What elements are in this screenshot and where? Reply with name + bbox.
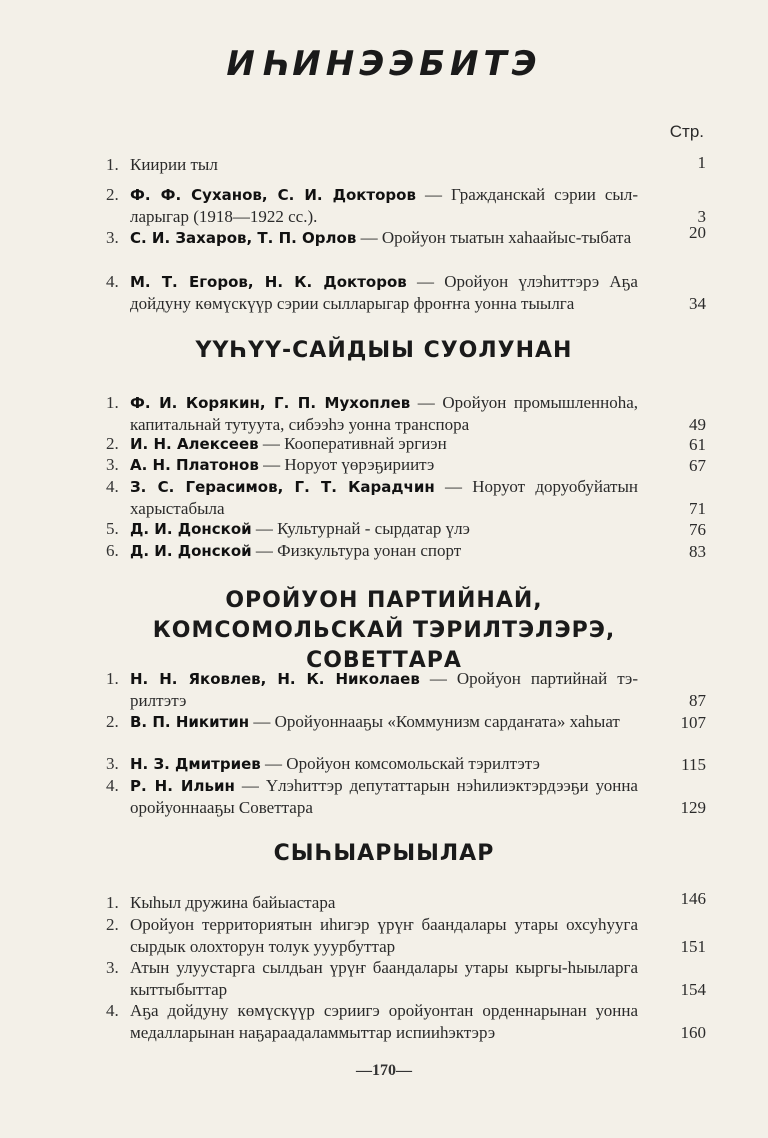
entry-authors: Ф. Ф. Суханов, С. И. Докторов [130,186,416,204]
entry-page: 20 [689,223,706,242]
entry-authors: З. С. Герасимов, Г. Т. Карадчин [130,478,435,496]
entry-number: 3. [106,455,119,474]
entry-text [130,957,638,1000]
entry-title: — Норуот үөрэҕириитэ [258,455,435,474]
entry-authors: Д. И. Донской [130,542,252,560]
entry-authors: А. Н. Платонов [130,456,259,474]
entry-title: — Үлэһиттэр депутаттарын нэһилиэктэрдээҕи уонна оройуоннааҕы Советтара [130,776,638,817]
toc-entry [106,775,706,818]
entry-title: — Физкультура уонан спорт [251,541,462,560]
entry-text [130,433,638,455]
toc-entry [106,518,706,540]
entry-title: — Норуот доруобуйатын харыстабыла [130,477,638,518]
entry-text [130,775,638,818]
entry-page: 146 [680,889,706,908]
toc-entry [106,392,706,435]
entry-title: — Оройуон промышленноһа, капитальнай тутуута, сибээһэ уонна транспора [130,393,638,434]
entry-number: 6. [106,541,119,560]
entry-number: 1. [106,669,119,688]
entry-text [130,271,638,314]
entry-title: Оройуон территориятын иһигэр үрүҥ баандалары утары охсуһууга сырдык олохторун толук ууурбуттар [130,915,638,956]
toc-entry [106,271,706,314]
entry-page: 151 [680,937,706,956]
entry-authors: В. П. Никитин [130,713,250,731]
toc-entry [106,540,706,562]
entry-authors: Р. Н. Ильин [130,777,235,795]
entry-authors: С. И. Захаров, Т. П. Орлов [130,229,357,247]
entry-title: Атын улуустарга сылдьан үрүҥ баандалары утары кыргы-һыыларга кыттыбыттар [130,958,638,999]
entry-authors: Н. З. Дмитриев [130,755,261,773]
toc-entry [106,889,706,914]
entry-number: 2. [106,185,119,204]
entry-page: 76 [689,520,706,539]
entry-text [130,753,638,775]
entry-page: 107 [680,713,706,732]
section-title: СЫҺЫАРЫЫЛАР [273,841,495,866]
entry-title: — Оройуон тыатын хаһаайыс-тыбата [356,228,632,247]
entry-number: 3. [106,228,119,247]
entry-title: — Гражданскай сэрии сыл-ларыгар (1918—1922 сс.). [130,185,638,226]
entry-text [130,668,638,711]
entry-page: 71 [689,499,706,518]
toc-entry [106,711,706,733]
toc-entry [106,1000,706,1043]
entry-authors: М. Т. Егоров, Н. К. Докторов [130,273,407,291]
toc-entry [106,957,706,1000]
toc-entry [106,668,706,711]
entry-number: 4. [106,1001,119,1020]
entry-number: 4. [106,776,119,795]
toc-entry [106,223,706,249]
entry-number: 1. [106,393,119,412]
entry-text [130,892,638,914]
entry-page: 115 [681,755,706,774]
entry-title: — Оройуон комсомольскай тэрилтэтэ [260,754,540,773]
toc-entry [106,914,706,957]
entry-page: 129 [680,798,706,817]
entry-title: Кыһыл дружина байыастара [130,893,336,912]
entry-title: — Оройуон партийнай тэ-рилтэтэ [130,669,638,710]
entry-text [130,454,638,476]
toc-entry [106,476,706,519]
toc-entry [106,433,706,455]
entry-text [130,711,638,733]
entry-authors: Н. Н. Яковлев, Н. К. Николаев [130,670,420,688]
entry-number: 5. [106,519,119,538]
entry-text [130,476,638,519]
entry-text [130,540,638,562]
entry-page: 67 [689,456,706,475]
entry-page: 160 [680,1023,706,1042]
entry-number: 2. [106,434,119,453]
entry-number: 3. [106,754,119,773]
entry-title: Киирии тыл [130,155,218,174]
entry-title: — Оройуон үлэһиттэрэ Аҕа дойдуну көмүскүүр сэрии сылларыгар фроҥҥа уонна тыылга [130,272,638,313]
page-title: ИҺИНЭЭБИТЭ [226,44,542,84]
entry-title: Аҕа дойдуну көмүскүүр сэриигэ оройуонтан орденнарынан уонна медалларынан наҕараадаламмыттар испииһэктэрэ [130,1001,638,1042]
section-title: ҮҮҺҮҮ-САЙДЫЫ СУОЛУНАН [195,338,573,363]
entry-number: 1. [106,893,119,912]
entry-text [130,184,638,227]
toc-entry [106,154,706,176]
entry-number: 2. [106,712,119,731]
toc-entry [106,184,706,227]
entry-page: 61 [689,435,706,454]
entry-text [130,914,638,957]
entry-page: 83 [689,542,706,561]
entry-number: 4. [106,272,119,291]
entry-number: 3. [106,958,119,977]
entry-text [130,1000,638,1043]
entry-title: — Оройуоннааҕы «Коммунизм сардаҥата» хаһыат [249,712,620,731]
toc-entry [106,753,706,775]
entry-page: 154 [680,980,706,999]
entry-number: 1. [106,155,119,174]
page-number-footer: —170— [356,1062,412,1079]
entry-authors: Д. И. Донской [130,520,252,538]
entry-number: 4. [106,477,119,496]
toc-entry [106,454,706,476]
entry-number: 2. [106,915,119,934]
entry-text [130,227,638,249]
entry-text [130,392,638,435]
entry-page: 49 [689,415,706,434]
entry-authors: И. Н. Алексеев [130,435,259,453]
entry-text [130,154,638,176]
entry-text [130,518,638,540]
entry-page: 34 [689,294,706,313]
entry-page: 3 [697,207,706,226]
entry-page: 87 [689,691,706,710]
section-title: ОРОЙУОН ПАРТИЙНАЙ, КОМСОМОЛЬСКАЙ ТЭРИЛТЭЛЭРЭ, СОВЕТТАРА [152,588,616,673]
entry-title: — Кооперативнай эргиэн [258,434,447,453]
page-column-label: Стр. [669,122,704,141]
entry-authors: Ф. И. Корякин, Г. П. Мухоплев [130,394,411,412]
entry-page: 1 [697,153,706,172]
entry-title: — Культурнай - сырдатар үлэ [251,519,470,538]
